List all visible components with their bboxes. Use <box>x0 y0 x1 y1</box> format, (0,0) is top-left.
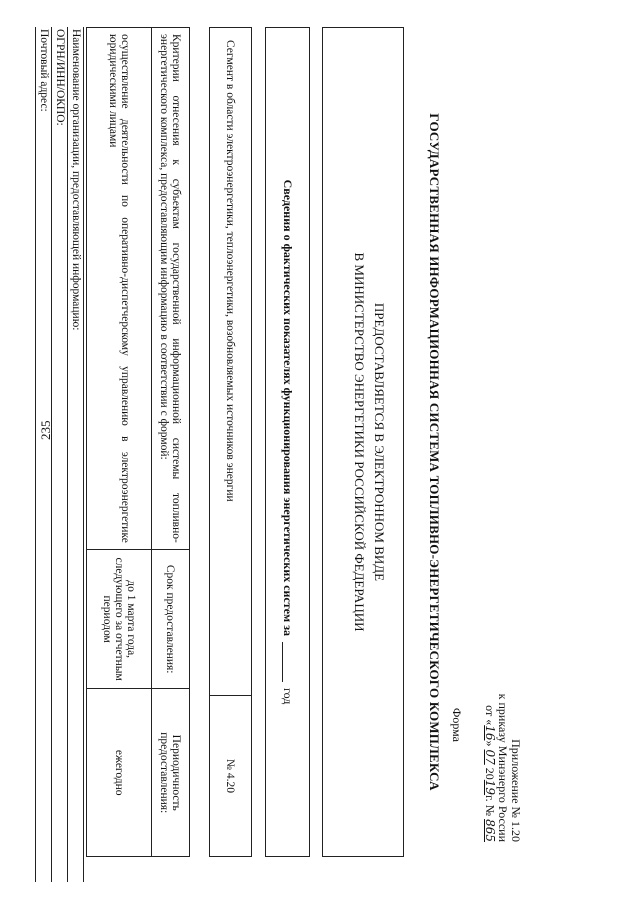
form-label: Форма <box>450 707 464 742</box>
deadline-header: Срок предоставления: <box>152 549 190 689</box>
submission-line-2: В МИНИСТЕРСТВО ЭНЕРГЕТИКИ РОССИЙСКОЙ ФЕДЕРАЦИИ <box>352 252 367 632</box>
segment-row <box>209 27 252 857</box>
postal-address-field[interactable]: Почтовый адрес: <box>35 27 51 882</box>
annex-date-prefix: от « <box>483 705 497 726</box>
annex-title: Приложение № 1.20 <box>509 739 523 842</box>
submission-box <box>322 27 404 857</box>
segment-number: № 4.20 <box>209 695 252 857</box>
annex-day: 16 <box>483 725 497 741</box>
segment-text: Сегмент в области электроэнергетики, теплоэнергетики, возобновляемых источников энергии <box>209 27 252 695</box>
year-blank[interactable] <box>282 642 293 682</box>
org-name-field[interactable]: Наименование организации, предоставляющей информацию: <box>67 27 84 882</box>
info-text: Сведения о фактических показателях функционирования энергетических систем за <box>281 179 295 637</box>
annex-year: 19 <box>483 779 497 796</box>
annex-number: 865 <box>483 819 497 842</box>
periodicity-value: ежегодно <box>87 689 152 857</box>
annex-month: 07 <box>483 749 497 765</box>
annex-month-sep: » <box>483 740 497 750</box>
annex-year-prefix: 20 <box>483 764 497 780</box>
criteria-data-row <box>87 28 152 857</box>
page-number: 235 <box>38 420 53 440</box>
submission-line-1: ПРЕДОСТАВЛЯЕТСЯ В ЭЛЕКТРОННОМ ВИДЕ <box>372 302 387 582</box>
footer-fields <box>35 27 84 882</box>
criteria-value: осуществление деятельности по оперативно-диспетчерскому управлению в электроэнергетике юридическими лицами <box>87 28 152 550</box>
document-page <box>12 22 522 882</box>
info-box <box>265 27 310 857</box>
annex-block <box>483 22 522 842</box>
main-title: ГОСУДАРСТВЕННАЯ ИНФОРМАЦИОННАЯ СИСТЕМА ТОПЛИВНО-ЭНЕРГЕТИЧЕСКОГО КОМПЛЕКСА <box>427 113 442 791</box>
deadline-value: до 1 марта года, следующего за отчетным периодом <box>87 549 152 689</box>
annex-date-line <box>483 22 496 842</box>
info-year-word: год <box>281 688 295 705</box>
criteria-header-row <box>152 28 190 857</box>
ogrn-field[interactable]: ОГРН/ИНН/ОКПО: <box>51 27 67 882</box>
criteria-header: Критерии отнесения к субъектам государственной информационной системы топливно-энергетического комплекса, предоставляющим информацию в соответствии с формой: <box>152 28 190 550</box>
annex-order-ref: к приказу Минэнерго России <box>496 693 510 842</box>
periodicity-header: Периодичность предоставления: <box>152 689 190 857</box>
annex-num-sep: г. № <box>483 795 497 820</box>
criteria-table <box>86 27 190 857</box>
